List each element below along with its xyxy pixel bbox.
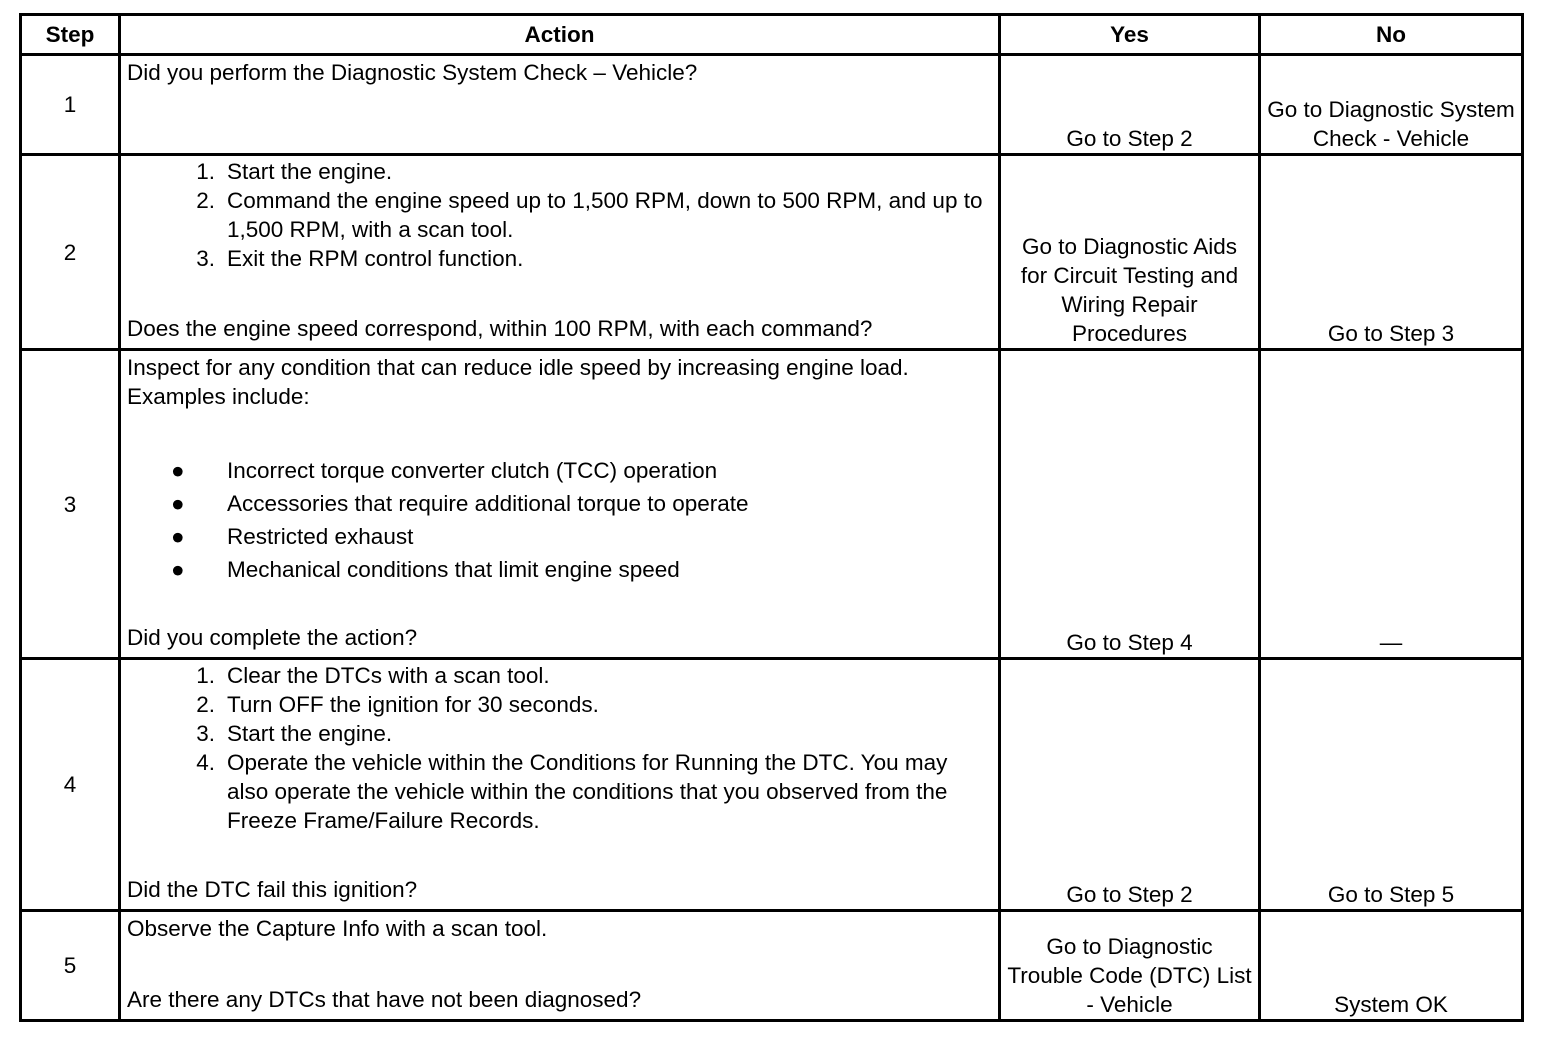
table-row bbox=[21, 659, 1523, 911]
no-result: Go to Diagnostic System Check - Vehicle bbox=[1260, 55, 1523, 155]
step-number: 2 bbox=[21, 155, 120, 350]
no-result: — bbox=[1260, 350, 1523, 659]
yes-result: Go to Step 2 bbox=[1000, 55, 1260, 155]
action-cell bbox=[120, 659, 1000, 911]
action-question: Did you perform the Diagnostic System Check – Vehicle? bbox=[127, 60, 698, 85]
action-intro: Inspect for any condition that can reduce idle speed by increasing engine load. Examples include: bbox=[127, 355, 909, 409]
example-list bbox=[127, 454, 992, 586]
list-item: 3. Start the engine. bbox=[196, 721, 393, 746]
list-item: 4. Operate the vehicle within the Conditions for Running the DTC. You may also operate the vehicle within the conditions that you observed from the Freeze Frame/Failure Records. bbox=[196, 750, 948, 833]
table-row bbox=[21, 911, 1523, 1021]
list-item: ● Incorrect torque converter clutch (TCC) operation bbox=[171, 458, 718, 483]
yes-result: Go to Diagnostic Aids for Circuit Testing and Wiring Repair Procedures bbox=[1000, 155, 1260, 350]
no-result: Go to Step 5 bbox=[1260, 659, 1523, 911]
action-question: Are there any DTCs that have not been diagnosed? bbox=[127, 987, 642, 1012]
action-question: Did the DTC fail this ignition? bbox=[127, 877, 418, 902]
yes-result: Go to Step 2 bbox=[1000, 659, 1260, 911]
no-result: System OK bbox=[1260, 911, 1523, 1021]
list-item: ● Restricted exhaust bbox=[171, 524, 414, 549]
action-intro: Observe the Capture Info with a scan tool. bbox=[127, 916, 548, 941]
step-number: 4 bbox=[21, 659, 120, 911]
header-step: Step bbox=[21, 15, 120, 55]
list-item: ● Mechanical conditions that limit engine speed bbox=[171, 557, 680, 582]
header-yes: Yes bbox=[1000, 15, 1260, 55]
action-question: Does the engine speed correspond, within 100 RPM, with each command? bbox=[127, 316, 873, 341]
action-steps bbox=[127, 661, 992, 835]
step-number: 1 bbox=[21, 55, 120, 155]
yes-result: Go to Diagnostic Trouble Code (DTC) List - Vehicle bbox=[1000, 911, 1260, 1021]
list-item: 3. Exit the RPM control function. bbox=[196, 246, 524, 271]
list-item: 2. Turn OFF the ignition for 30 seconds. bbox=[196, 692, 599, 717]
table-row bbox=[21, 55, 1523, 155]
header-no: No bbox=[1260, 15, 1523, 55]
yes-result: Go to Step 4 bbox=[1000, 350, 1260, 659]
action-cell bbox=[120, 911, 1000, 1021]
step-number: 3 bbox=[21, 350, 120, 659]
step-number: 5 bbox=[21, 911, 120, 1021]
list-item: ● Accessories that require additional torque to operate bbox=[171, 491, 749, 516]
list-item: 2. Command the engine speed up to 1,500 RPM, down to 500 RPM, and up to 1,500 RPM, with a scan tool. bbox=[196, 188, 983, 242]
diagnostic-table bbox=[19, 13, 1524, 1022]
action-cell bbox=[120, 350, 1000, 659]
header-row bbox=[21, 15, 1523, 55]
action-cell bbox=[120, 55, 1000, 155]
action-steps bbox=[127, 157, 992, 273]
table-row bbox=[21, 155, 1523, 350]
no-result: Go to Step 3 bbox=[1260, 155, 1523, 350]
header-action: Action bbox=[120, 15, 1000, 55]
action-cell bbox=[120, 155, 1000, 350]
action-question: Did you complete the action? bbox=[127, 625, 418, 650]
list-item: 1. Clear the DTCs with a scan tool. bbox=[196, 663, 550, 688]
list-item: 1. Start the engine. bbox=[196, 159, 393, 184]
table-row bbox=[21, 350, 1523, 659]
